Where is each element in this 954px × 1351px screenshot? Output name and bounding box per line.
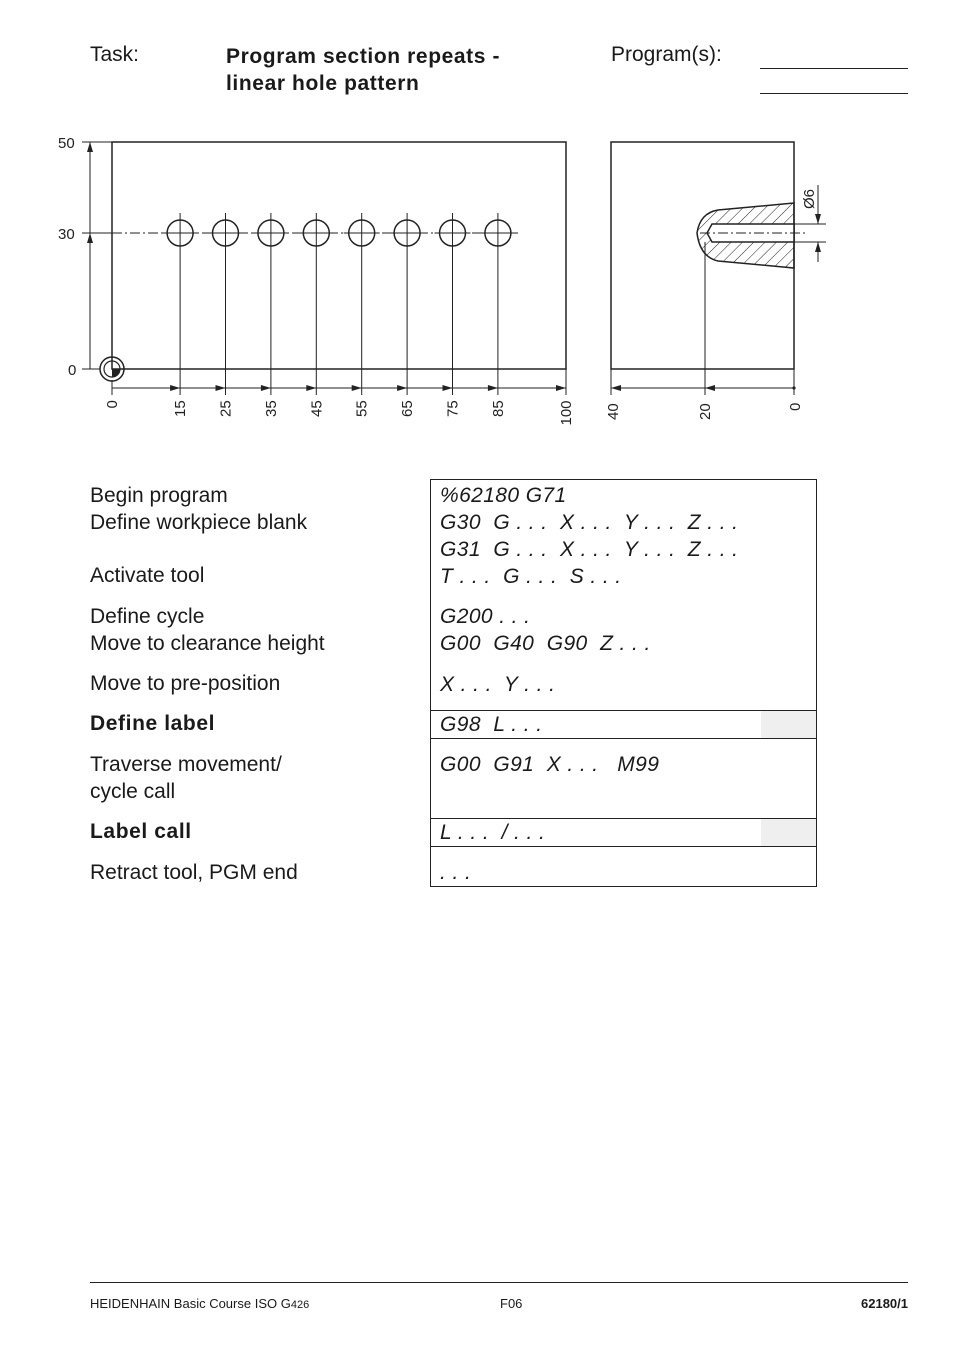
code-line-label-call: L . . . / . . .: [440, 821, 546, 844]
dimension-arrow: [488, 385, 498, 391]
diameter-label: Ø6: [801, 188, 818, 209]
x-tick-label: 75: [444, 400, 462, 417]
program-blank-line-1: [760, 68, 908, 69]
x-tick-label: 0: [104, 400, 121, 409]
x-tick-label: 35: [262, 400, 280, 417]
step-begin-program: Begin program: [90, 484, 228, 507]
x-tick-label: 65: [399, 400, 417, 417]
code-line-tool: T . . . G . . . S . . .: [440, 565, 622, 588]
side-tick-0: 0: [787, 402, 804, 411]
task-title-line1: Program section repeats -: [226, 45, 501, 68]
code-line-end: . . .: [440, 861, 472, 884]
dimension-arrow: [170, 385, 180, 391]
footer-page-number: 62180/1: [861, 1296, 908, 1311]
technical-drawing: [0, 120, 954, 440]
separator-4: [431, 846, 816, 847]
y-tick-50: 50: [58, 135, 75, 152]
dimension-arrow: [306, 385, 316, 391]
footer-course-number: 426: [290, 1299, 310, 1311]
dimension-arrow: [443, 385, 453, 391]
dimension-arrow: [216, 385, 226, 391]
step-pre-position: Move to pre-position: [90, 672, 281, 695]
x-tick-label: 100: [558, 400, 575, 426]
code-line-clearance: G00 G40 G90 Z . . .: [440, 632, 651, 655]
x-tick-label: 15: [172, 400, 190, 417]
dimension-arrow: [261, 385, 271, 391]
side-view: [605, 142, 826, 420]
x-tick-labels: [104, 400, 575, 425]
separator-2: [431, 738, 816, 739]
step-define-label: Define label: [90, 712, 216, 735]
x-tick-label: 45: [308, 400, 326, 417]
program-blank-line-2: [760, 93, 908, 94]
step-activate-tool: Activate tool: [90, 564, 205, 587]
y-axis-dimensions: [58, 135, 112, 379]
task-title-line2: linear hole pattern: [226, 72, 420, 95]
programs-label: Program(s):: [611, 43, 722, 66]
hole-pattern: [162, 213, 516, 395]
shaded-cell-label-call: [761, 819, 816, 846]
code-line-preposition: X . . . Y . . .: [440, 673, 556, 696]
footer-course-title: HEIDENHAIN Basic Course ISO G: [90, 1296, 291, 1311]
program-code-box: [430, 479, 817, 887]
dimension-arrow: [397, 385, 407, 391]
dimension-arrow: [352, 385, 362, 391]
y-tick-0: 0: [68, 362, 77, 379]
dimension-arrow: [556, 385, 566, 391]
side-tick-20: 20: [697, 403, 714, 420]
code-line-g30: G30 G . . . X . . . Y . . . Z . . .: [440, 511, 739, 534]
code-line-traverse: G00 G91 X . . . M99: [440, 753, 660, 776]
code-line-define-label: G98 L . . .: [440, 713, 543, 736]
step-clearance-height: Move to clearance height: [90, 632, 325, 655]
side-tick-40: 40: [605, 403, 622, 420]
step-define-blank: Define workpiece blank: [90, 511, 308, 534]
code-line-begin: %62180 G71: [440, 484, 567, 507]
footer-rule: [90, 1282, 908, 1283]
x-tick-label: 25: [217, 400, 235, 417]
step-define-cycle: Define cycle: [90, 605, 205, 628]
step-cycle-call: cycle call: [90, 780, 176, 803]
shaded-cell-define-label: [761, 711, 816, 738]
step-retract-tool: Retract tool, PGM end: [90, 861, 298, 884]
x-tick-label: 55: [353, 400, 371, 417]
datum-symbol: [100, 357, 124, 381]
footer-left: [90, 1296, 309, 1311]
task-label: Task:: [90, 43, 140, 66]
step-label-call: Label call: [90, 820, 192, 843]
code-line-g31: G31 G . . . X . . . Y . . . Z . . .: [440, 538, 739, 561]
x-tick-label: 85: [489, 400, 507, 417]
task-title: [226, 43, 500, 97]
step-traverse-movement: Traverse movement/: [90, 753, 282, 776]
code-line-cycle: G200 . . .: [440, 605, 531, 628]
y-tick-30: 30: [58, 226, 75, 243]
footer-center: F06: [500, 1296, 523, 1311]
